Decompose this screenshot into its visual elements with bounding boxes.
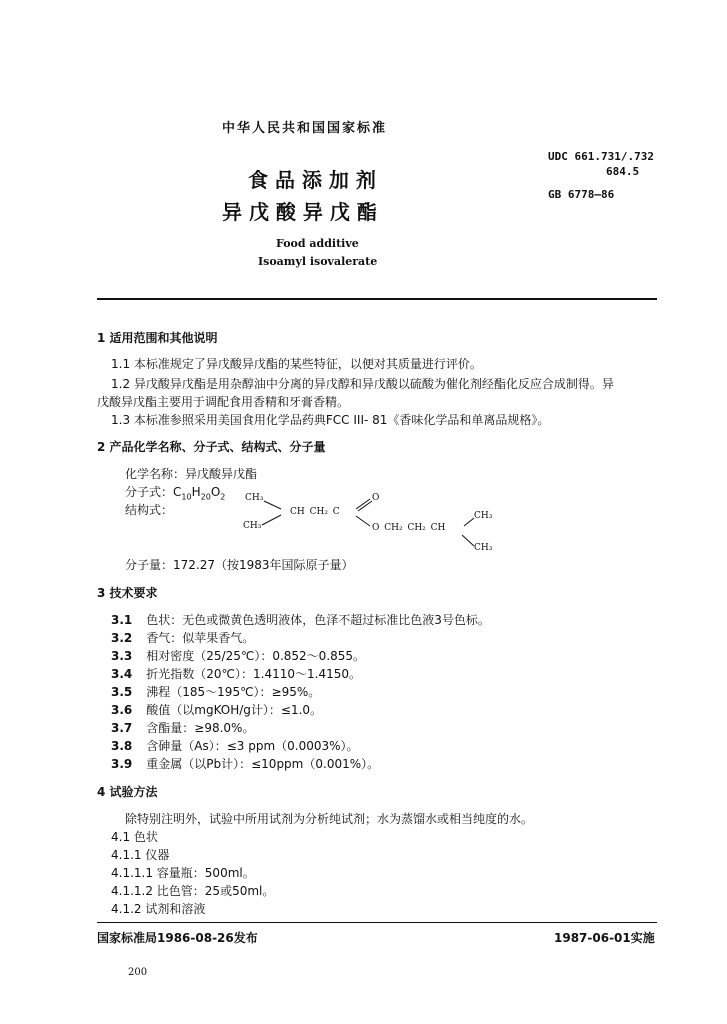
title-chinese-line1: 食 品 添 加 剂 — [248, 168, 376, 192]
udc-code-continued: 684.5 — [606, 165, 640, 178]
requirement-item: 3.7 含酯量：≥98.0%。 — [111, 721, 255, 735]
test-methods-intro: 除特别注明外，试验中所用试剂为分析纯试剂；水为蒸馏水或相当纯度的水。 — [125, 812, 534, 826]
molecular-formula: 分子式：$C_{10}H_{20}O_2$ — [125, 485, 226, 502]
clause-1-1: 1.1 本标准规定了异戊酸异戊酯的某些特征，以便对其质量进行评价。 — [111, 357, 482, 371]
title-chinese-line2: 异 戊 酸 异 戊 酯 — [222, 200, 377, 224]
clause-1-2-continued: 戊酸异戊酯主要用于调配食用香精和牙膏香精。 — [97, 395, 350, 409]
title-english-line1: Food additive — [276, 237, 359, 250]
molecular-weight: 分子量：172.27（按1983年国际原子量） — [125, 558, 354, 572]
requirement-item: 3.1 色状：无色或微黄色透明液体，色泽不超过标准比色液3号色标。 — [111, 613, 490, 627]
section-4-heading: 4 试验方法 — [97, 785, 158, 799]
structure-ch3-top: CH₃ — [245, 493, 264, 503]
structure-ch3-right-top: CH₃ — [474, 511, 493, 521]
clause-4-1: 4.1 色状 — [111, 830, 158, 844]
requirement-item: 3.8 含砷量（As）：≤3 ppm（0.0003%）。 — [111, 739, 359, 753]
structure-ch3-right-bottom: CH₃ — [474, 543, 493, 553]
structure-carbonyl-oxygen: O — [372, 493, 380, 503]
chemical-name: 化学名称：异戊酸异戊酯 — [125, 467, 258, 481]
requirement-item: 3.3 相对密度（25/25℃）：0.852～0.855。 — [111, 649, 366, 663]
clause-4-1-1: 4.1.1 仪器 — [111, 848, 170, 862]
section-1-heading: 1 适用范围和其他说明 — [97, 331, 218, 345]
structure-ch3-bottom: CH₃ — [243, 521, 262, 531]
udc-code: UDC 661.731/.732 — [548, 150, 654, 163]
title-english-line2: Isoamyl isovalerate — [258, 255, 378, 268]
requirement-item: 3.9 重金属（以Pb计）：≤10ppm（0.001%）。 — [111, 757, 380, 771]
gb-code: GB 6778—86 — [548, 188, 615, 201]
clause-4-1-1-2: 4.1.1.2 比色管：25或50ml。 — [111, 884, 275, 898]
requirement-item: 3.4 折光指数（20℃）：1.4110～1.4150。 — [111, 667, 361, 681]
national-standard-heading: 中华人民共和国国家标准 — [222, 121, 388, 136]
issue-date: 国家标准局1986-08-26发布 — [97, 931, 258, 945]
structure-ch-ch2-c: CH CH₂ C — [290, 507, 340, 517]
clause-4-1-1-1: 4.1.1.1 容量瓶：500ml。 — [111, 866, 255, 880]
clause-1-2: 1.2 异戊酸异戊酯是用杂醇油中分离的异戊醇和异戊酸以硫酸为催化剂经酯化反应合成制得。异 — [111, 377, 614, 391]
clause-1-3: 1.3 本标准参照采用美国食用化学品药典FCC III- 81《香味化学品和单离品规格》。 — [111, 413, 550, 427]
footer-divider — [97, 922, 657, 923]
requirement-item: 3.2 香气：似苹果香气。 — [111, 631, 255, 645]
section-2-heading: 2 产品化学名称、分子式、结构式、分子量 — [97, 440, 326, 454]
requirement-item: 3.6 酸值（以mgKOH/g计）：≤1.0。 — [111, 703, 323, 717]
structure-ester-chain: O CH₂ CH₂ CH — [372, 523, 446, 533]
clause-4-1-2: 4.1.2 试剂和溶液 — [111, 902, 206, 916]
structural-formula-label: 结构式： — [125, 503, 174, 517]
effective-date: 1987-06-01实施 — [554, 931, 655, 945]
section-3-heading: 3 技术要求 — [97, 586, 158, 600]
requirement-item: 3.5 沸程（185～195℃）：≥95%。 — [111, 685, 321, 699]
page-number: 200 — [128, 967, 148, 978]
